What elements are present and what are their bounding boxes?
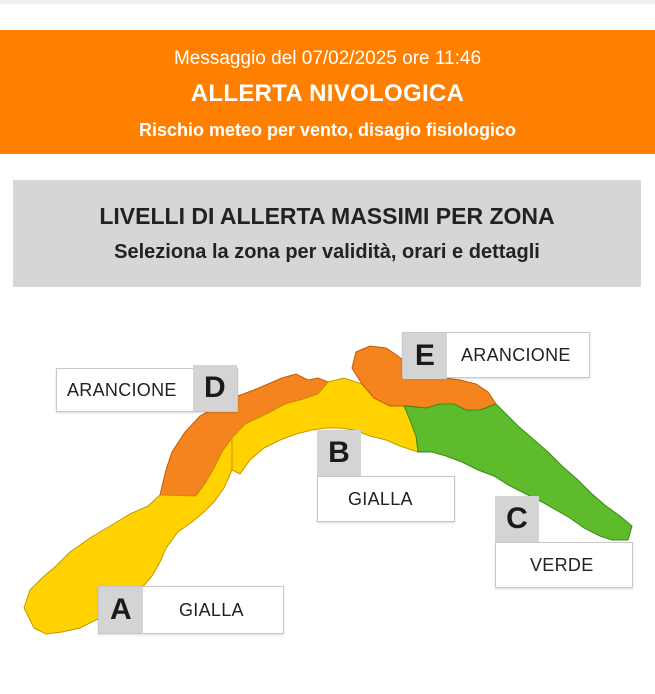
zone-a-letter: A — [99, 587, 143, 633]
alert-message-date: Messaggio del 07/02/2025 ore 11:46 — [173, 48, 482, 69]
zone-a-label[interactable] — [98, 586, 284, 634]
levels-subtitle: Seleziona la zona per validità, orari e dettagli — [114, 241, 540, 263]
zone-c-letter[interactable]: C — [495, 496, 539, 542]
alert-subtitle: Rischio meteo per vento, disagio fisiologico — [138, 120, 517, 140]
levels-title: LIVELLI DI ALLERTA MASSIMI PER ZONA — [99, 203, 555, 229]
zone-b-letter[interactable]: B — [317, 430, 361, 476]
zone-d-letter: D — [193, 365, 237, 411]
levels-header — [13, 180, 641, 287]
alert-title: ALLERTA NIVOLOGICA — [190, 80, 465, 107]
liguria-alert-map — [0, 300, 655, 694]
alert-banner — [0, 30, 655, 154]
zone-e-label[interactable] — [402, 332, 590, 378]
zone-e-letter: E — [403, 333, 447, 379]
zone-d-label[interactable] — [56, 368, 238, 412]
zone-e-level: ARANCIONE — [461, 344, 571, 365]
top-strip — [0, 0, 655, 4]
zone-b-level: GIALLA — [348, 488, 413, 509]
zone-c-label[interactable] — [495, 542, 633, 588]
zone-c-level: VERDE — [530, 554, 594, 575]
zone-b-label[interactable] — [317, 476, 455, 522]
zone-d-level: ARANCIONE — [67, 379, 177, 400]
zone-a-level: GIALLA — [179, 599, 244, 620]
